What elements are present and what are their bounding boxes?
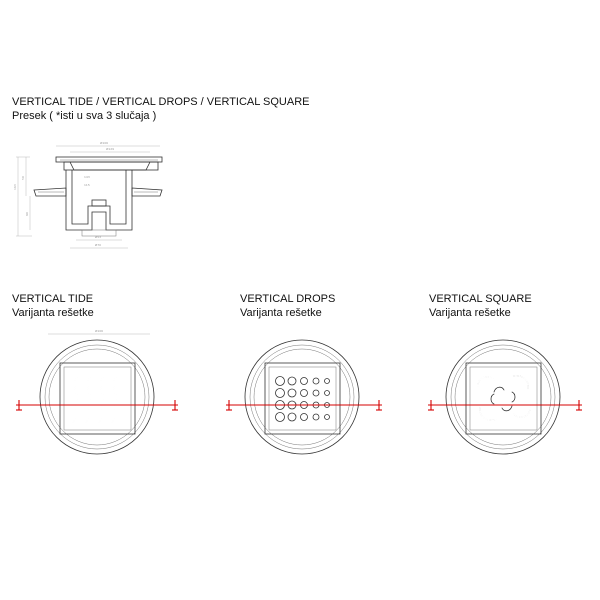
drops-grate-plan [226,340,382,454]
drop-holes [276,377,330,422]
dim-bottom-2: Ø70 [94,243,102,247]
dim-top-outer: Ø106 [99,141,109,145]
variant-name-tide: VERTICAL TIDE [12,293,94,305]
dim-height-top: 50 [21,176,25,180]
dim-height-bottom: 90 [25,212,29,216]
tide-grate-plan [16,328,178,454]
drawing-subtitle: Presek ( *isti u sva 3 slučaja ) [12,110,157,122]
variant-name-drops: VERTICAL DROPS [240,293,336,305]
tide-dimension: Ø106 [94,329,104,333]
dim-height-total: 163 [13,184,17,190]
drawing-title: VERTICAL TIDE / VERTICAL DROPS / VERTICAL SQUARE [12,96,310,108]
dim-top-inner: Ø129 [105,147,115,151]
wave-slots [73,377,116,423]
dim-bottom-1: Ø53 [94,235,102,239]
dim-mid-2: 115 [84,183,90,187]
variant-caption-drops: Varijanta rešetke [240,307,322,319]
variant-caption-square: Varijanta rešetke [429,307,511,319]
dim-mid-1: 143 [84,175,90,179]
variant-caption-tide: Varijanta rešetke [12,307,94,319]
drain-section-view [13,140,162,248]
swirl-slots [478,376,530,421]
square-grate-plan [428,340,582,454]
variant-name-square: VERTICAL SQUARE [429,293,532,305]
